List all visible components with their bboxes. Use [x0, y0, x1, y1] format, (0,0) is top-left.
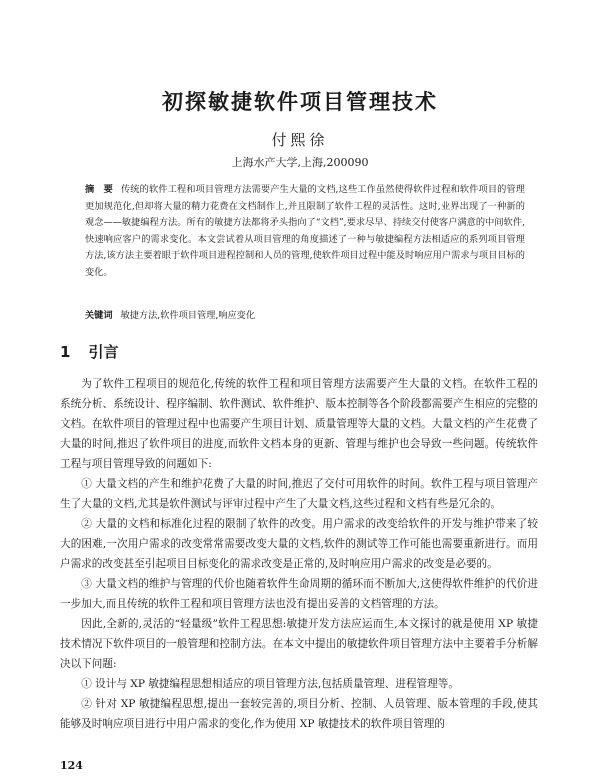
- body-paragraph: ③ 大量文档的维护与管理的代价也随着软件生命周期的循环而不断加大,这使得软件维护的代价进一步加大,而且传统的软件工程和项目管理方法也没有提出妥善的文档管理的方法。: [60, 578, 538, 610]
- body-paragraph: ② 大量的文档和标准化过程的限制了软件的改变。用户需求的改变给软件的开发与维护带来了较大的困难,一次用户需求的改变常常需要改变大量的文档,软件的测试等工作可能也需要重新进行。而用户需求的改变甚至引起项目目标变化的需求改变是正常的,及时响应用户需求的改变是必要的。: [60, 518, 538, 570]
- keywords-text: 敏捷方法,软件项目管理,响应变化: [120, 310, 256, 321]
- paper-title: 初探敏捷软件项目管理技术: [162, 90, 438, 114]
- author-affiliation: 上海水产大学,上海,200090: [231, 156, 369, 169]
- abstract-text: 传统的软件工程和项目管理方法需要产生大量的文档,这些工作虽然使得软件过程和软件项目的管理更加规范化,但却将大量的精力花费在文档制作上,并且限制了软件工程的灵活性。这时,业界出现了一种新的观念——敏捷编程方法。所有的敏捷方法都将矛头指向了“文档”,要求尽早、持续交付使客户满意的中间软件,快速响应客户的需求变化。本文尝试着从项目管理的角度描述了一种与敏捷编程方法相适应的系列项目管理方法,该方法主要着眼于软件项目进程控制和人员的管理,使软件项目过程中能及时响应用户需求与项目目标的变化。: [85, 184, 525, 278]
- keywords-block: [85, 308, 525, 324]
- body-paragraph: ① 大量文档的产生和维护花费了大量的时间,推迟了交付可用软件的时间。软件工程与项目管理产生了大量的文档,尤其是软件测试与评审过程中产生了大量文档,这些过程和文档有些是冗余的。: [60, 478, 538, 510]
- abstract-block: [85, 182, 525, 281]
- body-text: [60, 374, 538, 734]
- author-name: 付熙徐: [271, 131, 329, 149]
- body-paragraph: ② 针对 XP 敏捷编程思想,提出一套较完善的,项目分析、控制、人员管理、版本管理的手段,使其能够及时响应项目进行中用户需求的变化,作为使用 XP 敏捷技术的软件项目管理的: [60, 698, 538, 730]
- body-paragraph: ① 设计与 XP 敏捷编程思想相适应的项目管理方法,包括质量管理、进程管理等。: [81, 678, 459, 690]
- page-number: 124: [60, 759, 83, 772]
- abstract-label: 摘 要: [85, 184, 113, 195]
- section-heading: [60, 341, 118, 362]
- body-paragraph: 为了软件工程项目的规范化,传统的软件工程和项目管理方法需要产生大量的文档。在软件工程的系统分析、系统设计、程序编制、软件测试、软件维护、版本控制等各个阶段都需要产生相应的完整的文档。在软件项目的管理过程中也需要产生项目计划、质量管理等大量的文档。大量文档的产生花费了大量的时间,推迟了软件项目的进度,而软件文档本身的更新、管理与维护也会导致一些问题。传统软件工程与项目管理导致的问题如下:: [60, 378, 538, 470]
- body-paragraph: 因此,全新的,灵活的“轻量级”软件工程思想:敏捷开发方法应运而生,本文探讨的就是使用 XP 敏捷技术情况下软件项目的一般管理和控制方法。在本文中提出的敏捷软件项目管理方法中主要着手分析解决以下问题:: [60, 618, 538, 670]
- keywords-label: 关键词: [85, 310, 113, 321]
- section-number: 1: [60, 343, 71, 361]
- section-title: 引言: [88, 343, 119, 361]
